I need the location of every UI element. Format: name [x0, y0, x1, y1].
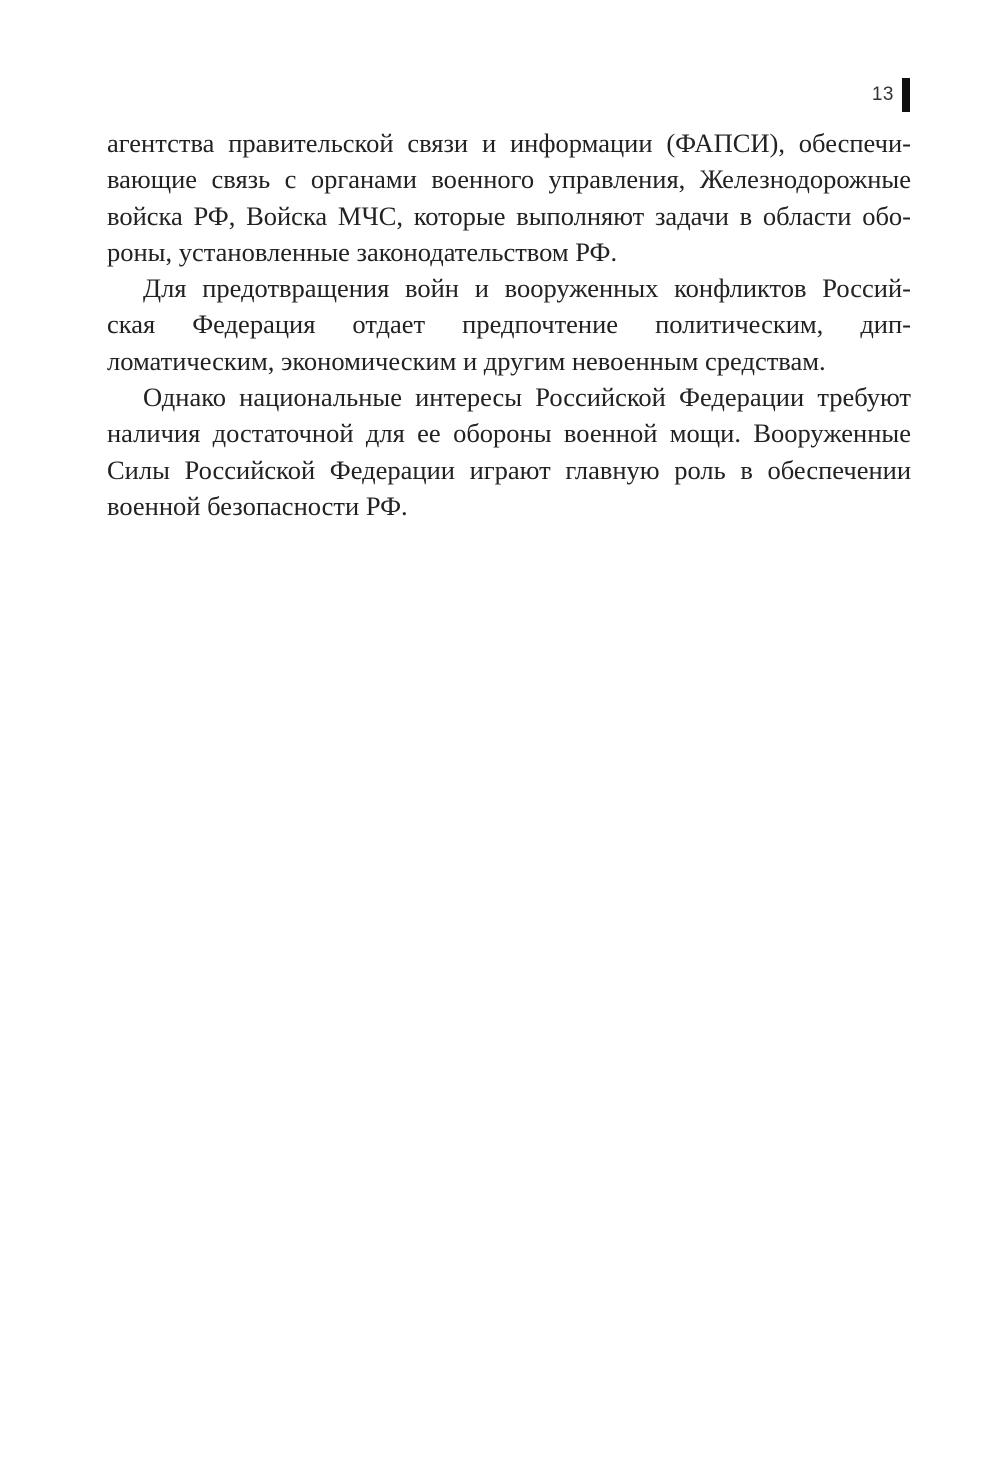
text-line: военной безопасности РФ. — [107, 490, 408, 521]
paragraph — [107, 125, 911, 270]
text-line: вающие связь с органами военного управления, Железнодорожные — [107, 164, 911, 195]
page-number: 13 — [871, 84, 894, 105]
body-text — [107, 125, 911, 524]
page-marker-bar — [902, 78, 910, 112]
page-header — [872, 78, 910, 112]
text-line: Силы Российской Федерации играют главную роль в обеспечении — [107, 454, 911, 485]
text-line: ломатическим, экономическим и другим невоенным средствам. — [107, 345, 826, 376]
paragraph — [107, 379, 911, 524]
text-line: войска РФ, Войска МЧС, которые выполняют задачи в области обо- — [107, 200, 911, 231]
text-line: агентства правительской связи и информации (ФАПСИ), обеспечи- — [107, 128, 911, 158]
text-line: ская Федерация отдает предпочтение политическим, дип- — [107, 309, 911, 340]
text-line: Однако национальные интересы Российской Федерации требуют — [143, 382, 911, 413]
text-line: роны, установленные законодательством РФ. — [107, 236, 618, 267]
paragraph — [107, 270, 911, 379]
text-line: Для предотвращения войн и вооруженных конфликтов Россий- — [143, 273, 911, 304]
text-line: наличия достаточной для ее обороны военной мощи. Вооруженные — [107, 418, 911, 449]
